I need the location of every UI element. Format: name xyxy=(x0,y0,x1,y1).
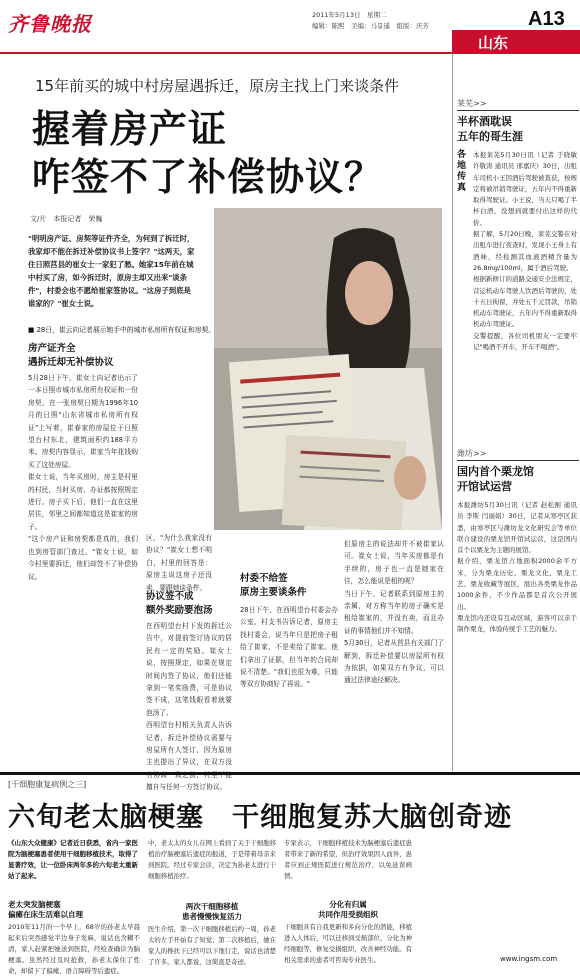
paragraph: 但原房主的说法却并不被崔家认可。崔女士说，当年买房都是有手续的，房子也一直是她家在住，怎么能说是租的呢？ xyxy=(344,540,444,586)
sub-head-2: 协议签不成 额外奖励要泡汤 xyxy=(146,591,213,616)
sidebar-section-1-text xyxy=(473,150,577,353)
sidebar-section-2-title: 国内首个栗龙馆 开馆试运营 xyxy=(457,465,534,493)
bottom-sub-head-1: 老太突发脑梗塞 偏瘫在床生活难以自理 xyxy=(8,900,83,919)
divider xyxy=(457,110,579,111)
bottom-column-3: 医生介绍，第一次干细胞移植后约一周，孙老太的左手开始有了知觉；第二次移植后，她在家人的搀扶下已经可以下地行走，说话也清楚了许多。家人都说，这简直是奇迹。 xyxy=(148,925,276,966)
article-lead: "明明房产证、房契等证件齐全，为何到了拆迁时，我家却不能在拆迁补偿协议书上签字？"这两天，家住日照莒县的崔女士一家犯了愁。她家15年前在城中村买了房，如今拆迁时，原房主却又出来"谈条件"，村委会也不愿给崔家签协议。"这房子到底是谁家的？"崔女士说。 xyxy=(28,234,195,308)
column-3-text: 28日下午，在西明望台村委会办公室，村支书告诉记者，原房主找村委会，说当年只是把房子租给了崔家，不是卖给了崔家。他们拿出了证据，但当年的合同却说不清楚。"我们也很为难，只能等双方协商好了再说。" xyxy=(240,606,338,689)
bottom-column-1: 2010年11月的一个早上，68岁的孙老太早晨起来后突然感觉半边身子发麻，说话也含糊不清，家人赶紧把她送到医院，经检查确诊为脑梗塞。虽然经过及时抢救，孙老太保住了性命，却留下了偏瘫、语言障碍等后遗症。 xyxy=(8,923,140,975)
issue-date: 2011年5月13日 星期二 xyxy=(312,11,387,19)
regional-briefs-sidebar xyxy=(452,54,580,771)
newspaper-logo: 齐鲁晚报 xyxy=(8,12,92,36)
paragraph: 据介绍，栗龙馆占地面积2000余平方米，分为栗龙历史、栗龙文化、栗龙工艺、栗龙收藏等展区，展出各类栗龙作品1000余件，不少作品都是首次公开展出。 xyxy=(457,557,577,611)
headline-line-1: 握着房产证 xyxy=(32,106,228,151)
bottom-feature-kicker: [干细胞康复病例之三] xyxy=(8,780,87,789)
paragraph: 本报潍坊5月30日讯（记者 赵松刚 通讯员 李斯 闫丽娟）30日，记者从寒亭区获悉，由寒亭区与潍坊龙文化研究会等单位联合建设的栗龙馆开馆试运营，这是国内首个以栗龙为主题的展馆。 xyxy=(457,501,577,555)
paragraph: 根据新修订的道路交通安全法规定，营运机动车驾驶人饮酒后驾驶的，处十五日拘留，并处五千元罚款，吊销机动车驾驶证，五年内不得重新取得机动车驾驶证。 xyxy=(473,275,577,329)
sidebar-section-2-label: 潍坊>> xyxy=(457,449,487,458)
paragraph: "这个房产证和房契都是真的，我们也到房管部门查过。"崔女士说，如今村里要拆迁，他们却签不了补偿协议。 xyxy=(28,535,138,581)
paragraph: 崔女士说，当年买房时，房主是村里的村民，当时买房、办证都按照规定进行。房子买下后，他们一直在这里居住，邻里之间都知道这是崔家的房子。 xyxy=(28,473,138,531)
article-kicker: 15年前买的城中村房屋遇拆迁，原房主找上门来谈条件 xyxy=(35,77,400,95)
column-4-text xyxy=(344,538,444,687)
sub-head-3: 村委不给签 原房主要谈条件 xyxy=(240,573,307,598)
caption-marker-icon: ■ xyxy=(28,326,35,334)
paragraph: 栗龙馆内还设有互动区域，游客可以亲手制作栗龙，体验传统手工艺的魅力。 xyxy=(457,613,577,634)
regional-briefs-label: 各地传真 xyxy=(457,150,467,193)
sidebar-section-2-text xyxy=(457,500,577,636)
sub-head-1: 房产证齐全 遇拆迁却无补偿协议 xyxy=(28,343,114,368)
headline-line-2: 咋签不了补偿协议？ xyxy=(32,154,384,199)
column-2-body xyxy=(146,620,232,794)
website-url: www.ingsm.com xyxy=(500,955,558,963)
article-headline xyxy=(32,105,383,201)
photo-caption xyxy=(28,324,228,334)
column-1-text xyxy=(28,372,138,583)
column-2-text: 区，"为什么我家没有协议？"崔女士想不明白，村里的回答是：原房主说这房子还没卖，要跟她谈条件。 xyxy=(146,534,212,592)
paragraph: 交警提醒，各位司机朋友一定要牢记"喝酒不开车，开车不喝酒"。 xyxy=(473,331,577,352)
bottom-feature-lead: 《山东大众健康》记者近日获悉，省内一家医院为脑梗塞患者使用干细胞移植技术，取得了显著疗效，让一位卧床两年多的六旬老太重新站了起来。 xyxy=(8,839,138,880)
editor-credits: 编辑：陈熙 美编：马景遥 组版：庆芳 xyxy=(312,22,429,30)
paragraph: 本报莱芜5月30日讯（记者 于晓敏 许敬涛 通讯员 邢嘉庆）30日，出租车司机小王因酒后驾驶被查获，按规定将被吊销驾驶证，五年内不得重新取得驾驶证。小王说，当天只喝了半杯白酒，没想到就要付出这样的代价。 xyxy=(473,151,577,227)
bottom-column-5: 干细胞具有自我更新和多向分化的潜能，移植进入人体后，可以迁移到受损部位，分化为神经细胞等，修复受损组织，改善神经功能。有相关需求的患者可咨询专业医生。 xyxy=(284,923,412,964)
bottom-column-2: 中，老太太的女儿在网上看到了关于干细胞移植治疗脑梗塞后遗症的报道，于是带着母亲来到医院。经过专家会诊，决定为孙老太进行干细胞移植治疗。 xyxy=(148,839,276,880)
paragraph: 5月28日下午，崔女士向记者出示了一本日照市城市私房所有权证和一份房契。在一张房契日期为1996年10月的日照"山东省城市私房所有权证"上写着，崔春家的房屋位于日照望台村东北，建筑面积约188平方米。房契内容显示，崔家当年花钱购买了这处房屋。 xyxy=(28,374,138,469)
photo-illustration xyxy=(214,208,442,530)
caption-text: 28日，崔云向记者展示她手中的城市私房所有权证和房契。 xyxy=(36,326,216,334)
page-number: A13 xyxy=(528,8,565,30)
bottom-sub-head-3: 分化有归属 共同作用受损组织 xyxy=(318,900,378,919)
sidebar-section-1-label: 莱芜>> xyxy=(457,99,487,108)
paragraph: 在西明望台村下发的拆迁公告中，对提前签订协议的居民有一定的奖励。崔女士说，按照规定，如果在规定时间内签了协议，他们还能拿到一笔奖励费，可是协议签不成，这笔钱眼看着就要泡汤了。 xyxy=(146,622,232,717)
bottom-feature-rule xyxy=(0,772,580,775)
paragraph: 西明望台村相关负责人告诉记者，拆迁补偿协议需要与房屋所有人签订，因为原房主也提出了异议，在双方没 擅自与任何一方签订协议。 xyxy=(146,721,232,792)
article-byline: 文/片 本报记者 荣巍 xyxy=(30,215,103,223)
section-bar xyxy=(452,30,580,52)
paragraph: 当日下午，记者联系到原房主的亲属，对方称当年的房子确实是租给崔家的，并没有卖，而且办证的事情他们并不知情。 xyxy=(344,589,444,635)
paragraph: 据了解，5月20日晚，莱芜交警在对出租车进行夜查时，发现小王身上有酒味，经检测其血液酒精含量为26.8mg/100ml，属于酒后驾驶。 xyxy=(473,230,577,272)
section-name: 山东 xyxy=(478,34,509,52)
paragraph: 5月30日，记者从莒县有关部门了解到，拆迁补偿要以房屋所有权为依据，如果双方有争议，可以通过法律途径解决。 xyxy=(344,639,444,685)
divider xyxy=(457,460,579,461)
bottom-sub-head-2: 两次干细胞移植 患者慢慢恢复活力 xyxy=(182,902,242,921)
sidebar-section-1-title: 半杯酒耽误 五年的哥生涯 xyxy=(457,115,523,143)
bottom-column-4: 专家表示，干细胞移植技术为脑梗塞后遗症患者带来了新的希望，但治疗效果因人而异，患者应到正规医院进行规范治疗，以免延误病情。 xyxy=(284,839,412,880)
news-photo xyxy=(214,208,442,530)
bottom-feature-headline: 六旬老太脑梗塞 干细胞复苏大脑创奇迹 xyxy=(8,802,512,833)
